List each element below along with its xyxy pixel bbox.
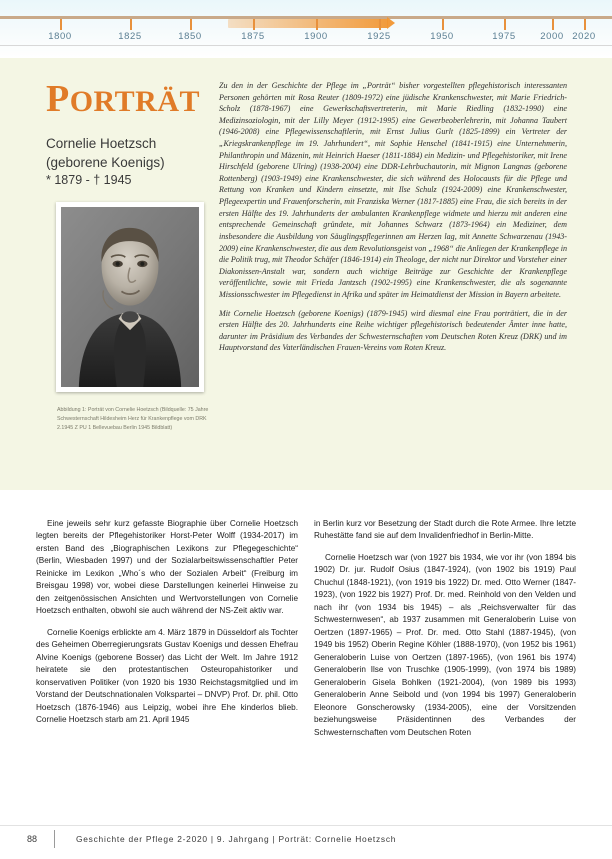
page-footer [0, 825, 612, 859]
paragraph: Cornelie Hoetzsch war (von 1927 bis 1934, wie vor ihr (von 1894 bis 1902) Dr. jur. Rudolf Osius (1847-1924), (von 1902 bis 1919) Paul Chuchul (1848-1921), (von 1919 bis 1922) Dr. med. Otto Werner (1847-1923), (von 1922 bis 1927) Prof. Dr. med. Reinhold von den Velden und nach ihr (von 1934 bis 1945) – als „Reichsverwalter für das Schwesternwesen“, ab 1937 zusammen mit Generaloberin Luise von Oertzen (1897-1965) – Prof. Dr. med. Otto Stahl (1887-1945), (von 1949 bis 1952) Oberin Regine Köhler (1888-1970), (von 1952 bis 1961) Generaloberin Luise von Oertzen (1897-1965), (von 1961 bis 1974) Generaloberin Ilse von Truschke (1905-1999), (von 1974 bis 1989) Generaloberin Gisela Bohlken (1921-2004), (von 1989 bis 1993) Generaloberin Anne Seibold und (von 1994 bis 1997) Generaloberin Eleonore Gonscherowsky (1934-2005), eine der Vorsitzenden beziehungsweise Präsidentinnen des Verbandes der Schwesternschaften vom Deutschen Roten [314, 552, 576, 737]
timeline-tick-label: 1825 [118, 31, 142, 42]
timeline-tick [253, 19, 255, 30]
subject-maiden-name: (geborene Koenigs) [46, 155, 165, 171]
timeline-tick-label: 1850 [178, 31, 202, 42]
portrait-photo [56, 202, 204, 392]
paragraph: Mit Cornelie Hoetzsch (geborene Koenigs) (1879-1945) wird diesmal eine Frau porträtiert, die in der ersten Hälfte des 20. Jahrhunderts eine Reihe wichtiger pflegehistorisch bedeutender Ämter inne hatte, darunter im Präsidium des Verbandes der Schwesternschaften vom Deutschen Roten Kreuz (DRK) und im Hauptvorstand des Vaterländischen Frauen-Vereins vom Roten Kreuz. [219, 308, 567, 353]
intro-text [219, 80, 567, 354]
footer-text: Geschichte der Pflege 2-2020 | 9. Jahrgang | Porträt: Cornelie Hoetzsch [76, 834, 397, 844]
paragraph: Eine jeweils sehr kurz gefasste Biographie über Cornelie Hoetzsch legten bereits der Pflegehistoriker Horst-Peter Wolff (1934-2017) im ersten Band des „Biographischen Lexikons zur Pflegegeschichte“ (Berlin, Wiesbaden 1997) und der Sozialarbeitswissenschaftler Peter Reinicke im Lexikon „Who´s who der Sozialen Arbeit“ (Freiburg im Breisgau 1998) vor, wobei diese Darstellungen keinerlei Hinweise zu den zeitgenössischen Ansichten und Wertvorstellungen von Cornelie Hoetzsch enthalten, obwohl sie auch während der NS-Zeit aktiv war. [36, 519, 298, 616]
page-title: PORTRÄT [46, 78, 201, 120]
timeline-tick-label: 2020 [572, 31, 596, 42]
timeline-tick [130, 19, 132, 30]
timeline-tick [190, 19, 192, 30]
timeline-tick [442, 19, 444, 30]
paragraph: in Berlin kurz vor Besetzung der Stadt durch die Rote Armee. Ihre letzte Ruhestätte fand sie auf dem Invalidenfriedhof in Berlin-Mitte. [314, 519, 576, 541]
timeline-tick-label: 1975 [492, 31, 516, 42]
timeline-tick [60, 19, 62, 30]
subject-name-text: Cornelie Hoetzsch [46, 136, 157, 151]
timeline-tick-label: 1875 [241, 31, 265, 42]
timeline-tick-label: 1800 [48, 31, 72, 42]
timeline-tick [584, 19, 586, 30]
timeline-lifespan-marker [228, 19, 388, 28]
paragraph: Zu den in der Geschichte der Pflege im „Porträt“ bisher vorgestellten pflegehistorisch interessanten Personen gehörten mit Rosa Reuter (1809-1972) eine jüdische Krankenschwester, mit Marie Friedrich-Scholz (1878-1967) eine Gewerkschaftsvertreterin, mit Marie Riedling (1832-1990) eine Medizinsoziologin, mit der Lilly Meyer (1912-1995) eine Gewerbeoberlehrerin, mit Johanna Taubert (1946-2008) eine Pflegewissenschaftlerin, mit Ernst Julius Gurlt (1825-1899) ein Vertreter der „Kriegskrankenpflege im 19. Jahrhundert“, mit Sophie Henschel (1841-1915) eine Unternehmerin, Philanthropin und Mäzenin, mit Heinrich Haeser (1811-1884) ein Medizin- und Pflegehistoriker, mit Irene Hirschfeld (geborene Ulring) (1938-2004) eine DDR-Lehrbuchautorin, mit Mignon Langnas (geborene Rottenberg) (1903-1949) eine Krankenschwester, die sich während des Holocausts für die Pflege und Rettung von Kranken und Kindern einsetzte, mit Ilse Schulz (1924-2009) eine Krankenschwester, Pflegeexpertin und Frauenforscherin, mit Franziska Werner (1817-1885) eine Frau, die sich bereits in der ersten Hälfte des 19. Jahrhunderts der ambulanten Krankenpflege widmete und hierzu mit anderen eine entsprechende Gemeinschaft gründete, mit Johannes Schwarz (1873-1964) ein Mediziner, dem insbesondere die Ausbildung von Säuglingspflegerinnen am Herzen lag, mit Annette Schwarzenau (1943-2009) eine Krankenschwester, die aus dem Revolutionsgeist von „1968“ die Anliegen der Krankenpflege in die Politik trug, mit Theodor Schäfer (1846-1914) ein Theologe, der nicht nur Direktor und Vorsteher einer Diakonissen-Anstalt war, sondern auch wichtige Beiträge zur Geschichte der Krankenpflege veröffentlichte, sowie mit Frieda Jantzsch (1902-1995) eine Krankenschwester, die als sogenannte Missionsschwester im Pflegedienst in Afrika und später im Heimatdienst der Mission in Bayern arbeitete. [219, 81, 567, 299]
body-column-left [36, 518, 298, 727]
timeline-tick-label: 2000 [540, 31, 564, 42]
footer-divider [54, 830, 55, 848]
timeline-header [0, 0, 612, 58]
portrait-photo-image [61, 207, 199, 387]
timeline-tick-label: 1925 [367, 31, 391, 42]
timeline-tick [379, 19, 381, 30]
timeline-tick-label: 1950 [430, 31, 454, 42]
figure-caption: Abbildung 1: Porträt von Cornelie Hoetzsch (Bildquelle: 75 Jahre Schwesternschaft Hildesheim Herz für Krankenpflege vom DRK 2.1945 Z PU 1 Bellevuebau Berlin 1945 Bildblatt) [57, 407, 209, 431]
body-column-right [314, 518, 576, 739]
subject-name [46, 134, 214, 172]
timeline-tick-label: 1900 [304, 31, 328, 42]
page-number: 88 [27, 834, 38, 844]
footer-rule [0, 825, 612, 826]
title-block [46, 80, 214, 187]
timeline-tick [504, 19, 506, 30]
timeline-tick [552, 19, 554, 30]
portrait-illustration [61, 207, 199, 387]
subject-dates: * 1879 - † 1945 [46, 173, 132, 188]
paragraph: Cornelie Koenigs erblickte am 4. März 1879 in Düsseldorf als Tochter des Geheimen Oberregierungsrats Gustav Koenigs und dessen Ehefrau Alvine Koenigs (geborene Bosser) das Licht der Welt. Im Jahre 1912 heiratete sie den protestantischen Osteuropahistoriker und konservativen Politiker (von 1920 bis 1930 Reichstagsmitglied und im Vorstand der Deutschnationalen Volkspartei – DNVP) Prof. Dr. phil. Otto Hoetzsch (1876-1946) aus Leipzig, wobei ihre Ehe kinderlos blieb. Cornelie Hoetzsch starb am 21. April 1945 [36, 627, 298, 725]
timeline-tick [316, 19, 318, 30]
timeline-baseline [0, 45, 612, 46]
